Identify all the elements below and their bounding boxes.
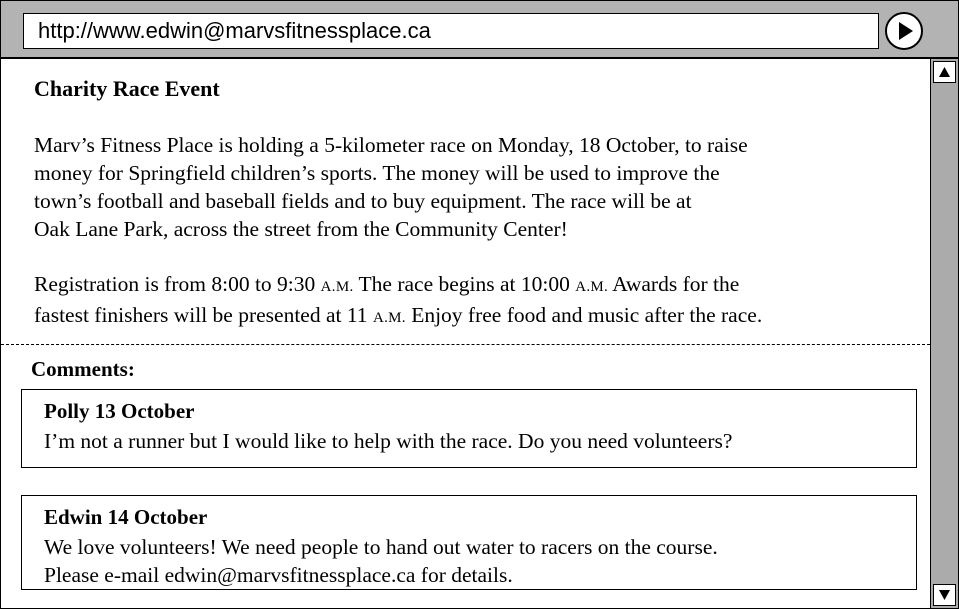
description-line: town’s football and baseball fields and to buy equipment. The race will be at bbox=[34, 189, 692, 213]
address-toolbar bbox=[1, 1, 958, 59]
arrow-down-icon bbox=[934, 585, 955, 605]
am-label: A.M. bbox=[320, 279, 354, 295]
schedule-text: Registration is from 8:00 to 9:30 bbox=[34, 272, 321, 296]
scroll-down-button[interactable] bbox=[933, 584, 956, 606]
section-divider bbox=[1, 344, 930, 345]
vertical-scrollbar[interactable] bbox=[930, 59, 958, 608]
description-line: Marv’s Fitness Place is holding a 5-kilometer race on Monday, 18 October, to raise bbox=[34, 133, 748, 157]
comment-line: Please e-mail edwin@marvsfitnessplace.ca for details. bbox=[44, 563, 513, 587]
schedule-text: Awards for the bbox=[608, 272, 740, 296]
url-text: http://www.edwin@marvsfitnessplace.ca bbox=[38, 18, 431, 43]
event-description bbox=[34, 131, 748, 243]
am-label: A.M. bbox=[372, 310, 406, 326]
schedule-text: fastest finishers will be presented at 11 bbox=[34, 303, 373, 327]
comments-heading: Comments: bbox=[31, 357, 135, 381]
comment-item bbox=[21, 495, 917, 590]
schedule-text: The race begins at 10:00 bbox=[353, 272, 576, 296]
schedule-text: Enjoy free food and music after the race. bbox=[405, 303, 763, 327]
scroll-up-button[interactable] bbox=[933, 61, 956, 83]
comment-text bbox=[44, 533, 718, 589]
url-input[interactable] bbox=[23, 13, 879, 49]
go-button[interactable] bbox=[885, 12, 923, 50]
description-line: Oak Lane Park, across the street from the Community Center! bbox=[34, 217, 568, 241]
event-schedule bbox=[34, 270, 762, 332]
arrow-up-icon bbox=[934, 62, 955, 82]
description-line: money for Springfield children’s sports. The money will be used to improve the bbox=[34, 161, 720, 185]
play-triangle-icon bbox=[887, 14, 921, 48]
comment-line: We love volunteers! We need people to hand out water to racers on the course. bbox=[44, 535, 718, 559]
schedule-line bbox=[34, 270, 762, 301]
page-title: Charity Race Event bbox=[34, 76, 220, 101]
schedule-line bbox=[34, 301, 762, 332]
comment-line: I’m not a runner but I would like to help with the race. Do you need volunteers? bbox=[44, 429, 733, 453]
comment-author: Polly 13 October bbox=[44, 399, 195, 423]
am-label: A.M. bbox=[575, 279, 609, 295]
comment-item bbox=[21, 389, 917, 468]
comment-text bbox=[44, 427, 732, 455]
page-content bbox=[1, 59, 930, 608]
comment-author: Edwin 14 October bbox=[44, 505, 208, 529]
